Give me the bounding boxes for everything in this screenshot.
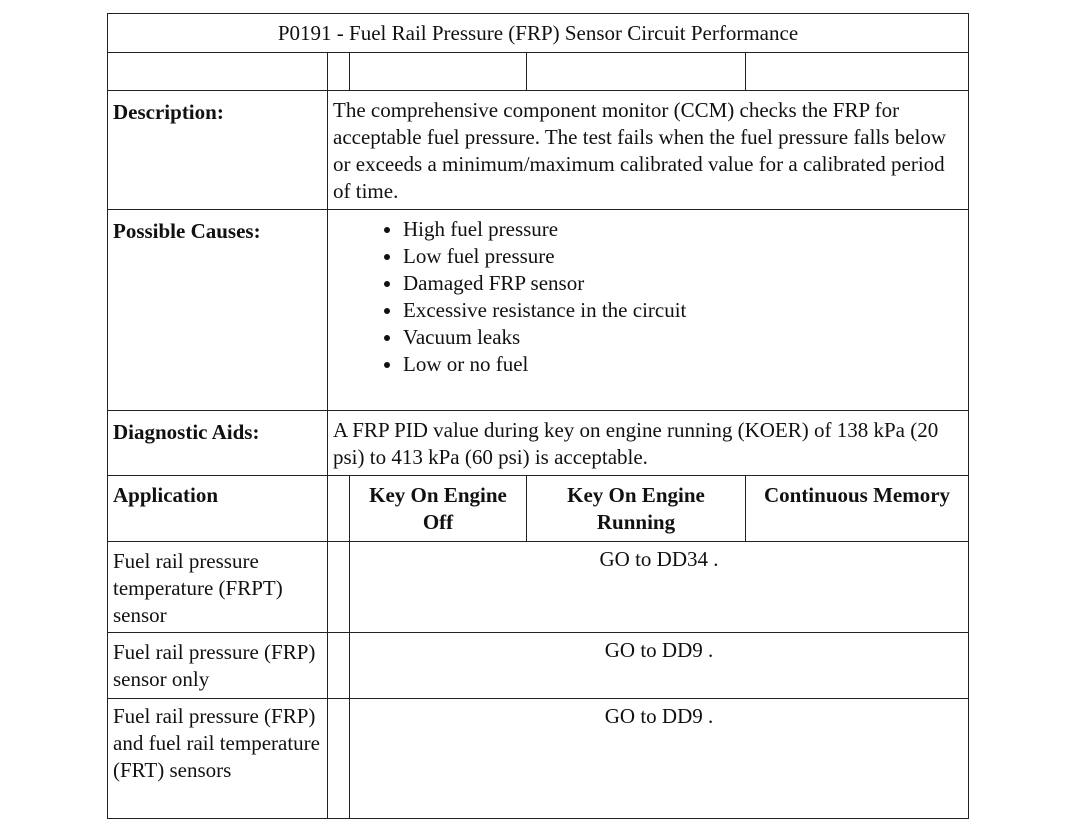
list-item: • Low fuel pressure bbox=[403, 243, 963, 270]
application-action: GO to DD9 . bbox=[350, 633, 969, 699]
table-title: P0191 - Fuel Rail Pressure (FRP) Sensor Circuit Performance bbox=[108, 14, 969, 53]
dtc-table bbox=[107, 13, 969, 819]
list-item: • Excessive resistance in the circuit bbox=[403, 297, 963, 324]
possible-causes-row bbox=[108, 210, 969, 411]
application-action: GO to DD9 . bbox=[350, 699, 969, 819]
column-header-koeo: Key On Engine Off bbox=[350, 476, 527, 542]
application-header: Application bbox=[108, 476, 328, 542]
causes-list bbox=[333, 216, 963, 378]
list-item: • Vacuum leaks bbox=[403, 324, 963, 351]
diagnostic-aids-row bbox=[108, 411, 969, 476]
diagnostic-aids-text: A FRP PID value during key on engine running (KOER) of 138 kPa (20 psi) to 413 kPa (60 psi) is acceptable. bbox=[328, 411, 969, 476]
description-label: Description: bbox=[108, 91, 328, 210]
title-row bbox=[108, 14, 969, 53]
list-item: • Low or no fuel bbox=[403, 351, 963, 378]
possible-causes-label: Possible Causes: bbox=[108, 210, 328, 411]
description-text: The comprehensive component monitor (CCM) checks the FRP for acceptable fuel pressure. The test fails when the fuel pressure falls below or exceeds a minimum/maximum calibrated value for a calibrated period of time. bbox=[328, 91, 969, 210]
table-row bbox=[108, 542, 969, 633]
column-header-koer: Key On Engine Running bbox=[527, 476, 746, 542]
table-row bbox=[108, 699, 969, 819]
list-item: • High fuel pressure bbox=[403, 216, 963, 243]
application-header-row bbox=[108, 476, 969, 542]
description-row bbox=[108, 91, 969, 210]
application-name: Fuel rail pressure (FRP) and fuel rail temperature (FRT) sensors bbox=[108, 699, 328, 819]
application-action: GO to DD34 . bbox=[350, 542, 969, 633]
application-name: Fuel rail pressure (FRP) sensor only bbox=[108, 633, 328, 699]
diagnostic-aids-label: Diagnostic Aids: bbox=[108, 411, 328, 476]
table-row bbox=[108, 633, 969, 699]
empty-row bbox=[108, 53, 969, 91]
application-name: Fuel rail pressure temperature (FRPT) sensor bbox=[108, 542, 328, 633]
list-item: • Damaged FRP sensor bbox=[403, 270, 963, 297]
column-header-cm: Continuous Memory bbox=[746, 476, 969, 542]
